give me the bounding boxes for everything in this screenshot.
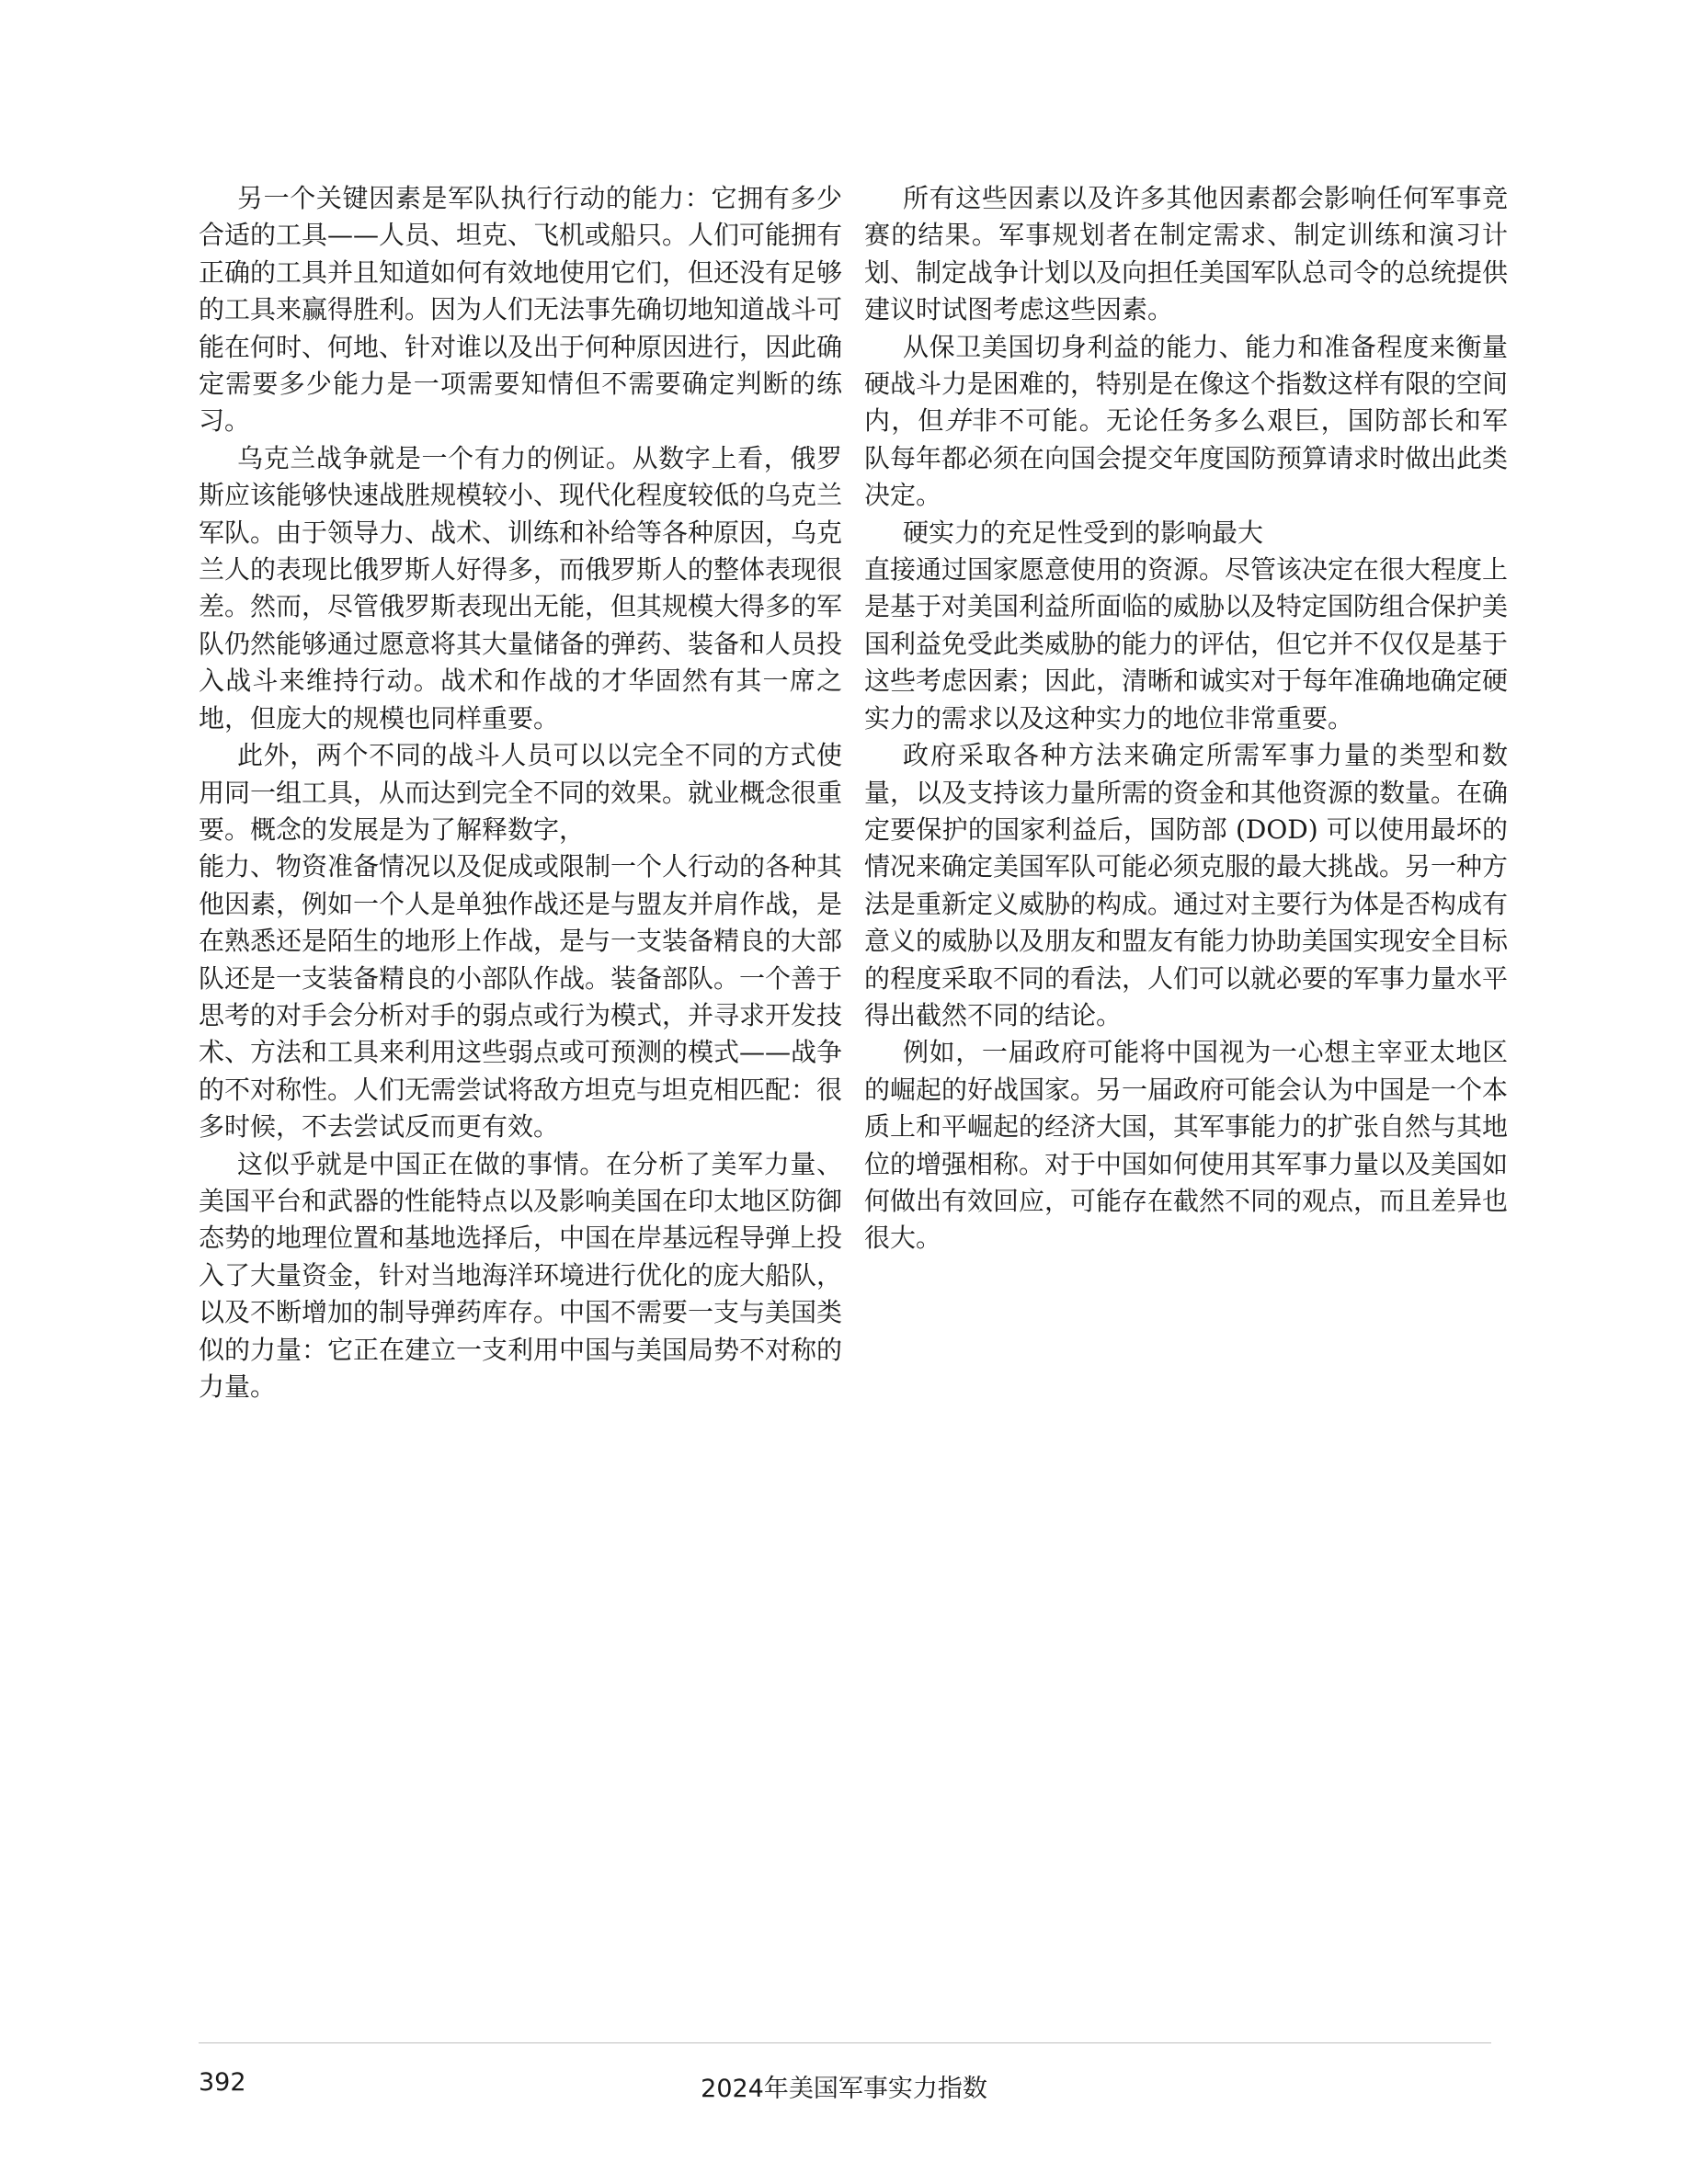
paragraph: 此外，两个不同的战斗人员可以以完全不同的方式使用同一组工具，从而达到完全不同的效果。就业概念很重要。概念的发展是为了解释数字， [199,740,843,845]
paragraph: 所有这些因素以及许多其他因素都会影响任何军事竞赛的结果。军事规划者在制定需求、制定训练和演习计划、制定战争计划以及向担任美国军队总司令的总统提供建议时试图考虑这些因素。 [864,183,1509,325]
paragraph: 例如，一届政府可能将中国视为一心想主宰亚太地区的崛起的好战国家。另一届政府可能会认为中国是一个本质上和平崛起的经济大国，其军事能力的扩张自然与其地位的增强相称。对于中国如何使用其军事力量以及美国如何做出有效回应，可能存在截然不同的观点，而且差异也很大。 [864,1037,1509,1254]
right-column [864,180,1508,1257]
running-title: 2024年美国军事实力指数 [701,2075,987,2103]
page-number: 392 [199,2068,246,2097]
emphasized-text: 并 [944,405,972,437]
paragraph: 乌克兰战争就是一个有力的例证。从数字上看，俄罗斯应该能够快速战胜规模较小、现代化程度较低的乌克兰军队。由于领导力、战术、训练和补给等各种原因，乌克兰人的表现比俄罗斯人好得多，而俄罗斯人的整体表现很差。然而，尽管俄罗斯表现出无能，但其规模大得多的军队仍然能够通过愿意将其大量储备的弹药、装备和人员投入战斗来维持行动。战术和作战的才华固然有其一席之地，但庞大的规模也同样重要。 [199,442,843,734]
paragraph: 政府采取各种方法来确定所需军事力量的类型和数量，以及支持该力量所需的资金和其他资源的数量。在确定要保护的国家利益后，国防部 (DOD) 可以使用最坏的情况来确定美国军队可能必须克服的最大挑战。另一种方法是重新定义威胁的构成。通过对主要行为体是否构成有意义的威胁以及朋友和盟友有能力协助美国实现安全目标的程度采取不同的看法，人们可以就必要的军事力量水平得出截然不同的结论。 [864,740,1509,1030]
paragraph-text: 从保卫美国切身利益的能力、能力和准备程度来衡量硬战斗力是困难的，特别是在像这个指数这样有限的空间内，但 [864,331,1509,437]
paragraph: 能力、物资准备情况以及促成或限制一个人行动的各种其他因素，例如一个人是单独作战还是与盟友并肩作战，是在熟悉还是陌生的地形上作战，是与一支装备精良的大部队还是一支装备精良的小部队作战。装备部队。一个善于思考的对手会分析对手的弱点或行为模式，并寻求开发技术、方法和工具来利用这些弱点或可预测的模式——战争的不对称性。人们无需尝试将敌方坦克与坦克相匹配：很多时候，不去尝试反而更有效。 [199,851,843,1143]
paragraph: 另一个关键因素是军队执行行动的能力：它拥有多少合适的工具——人员、坦克、飞机或船只。人们可能拥有正确的工具并且知道如何有效地使用它们，但还没有足够的工具来赢得胜利。因为人们无法事先确切地知道战斗可能在何时、何地、针对谁以及出于何种原因进行，因此确定需要多少能力是一项需要知情但不需要确定判断的练习。 [199,183,843,437]
paragraph [864,329,1508,515]
paragraph: 硬实力的充足性受到的影响最大 [903,517,1264,548]
paragraph: 直接通过国家愿意使用的资源。尽管该决定在很大程度上是基于对美国利益所面临的威胁以及特定国防组合保护美国利益免受此类威胁的能力的评估，但它并不仅仅是基于这些考虑因素；因此，清晰和诚实对于每年准确地确定硬实力的需求以及这种实力的地位非常重要。 [864,554,1509,734]
paragraph-text: 非不可能。无论任务多么艰巨，国防部长和军队每年都必须在向国会提交年度国防预算请求时做出此类决定。 [864,405,1509,511]
paragraph: 这似乎就是中国正在做的事情。在分析了美军力量、美国平台和武器的性能特点以及影响美国在印太地区防御态势的地理位置和基地选择后，中国在岸基远程导弹上投入了大量资金，针对当地海洋环境进行优化的庞大船队，以及不断增加的制导弹药库存。中国不需要一支与美国类似的力量：它正在建立一支利用中国与美国局势不对称的力量。 [199,1148,843,1402]
left-column [199,180,842,1405]
footer-divider [199,2042,1491,2043]
